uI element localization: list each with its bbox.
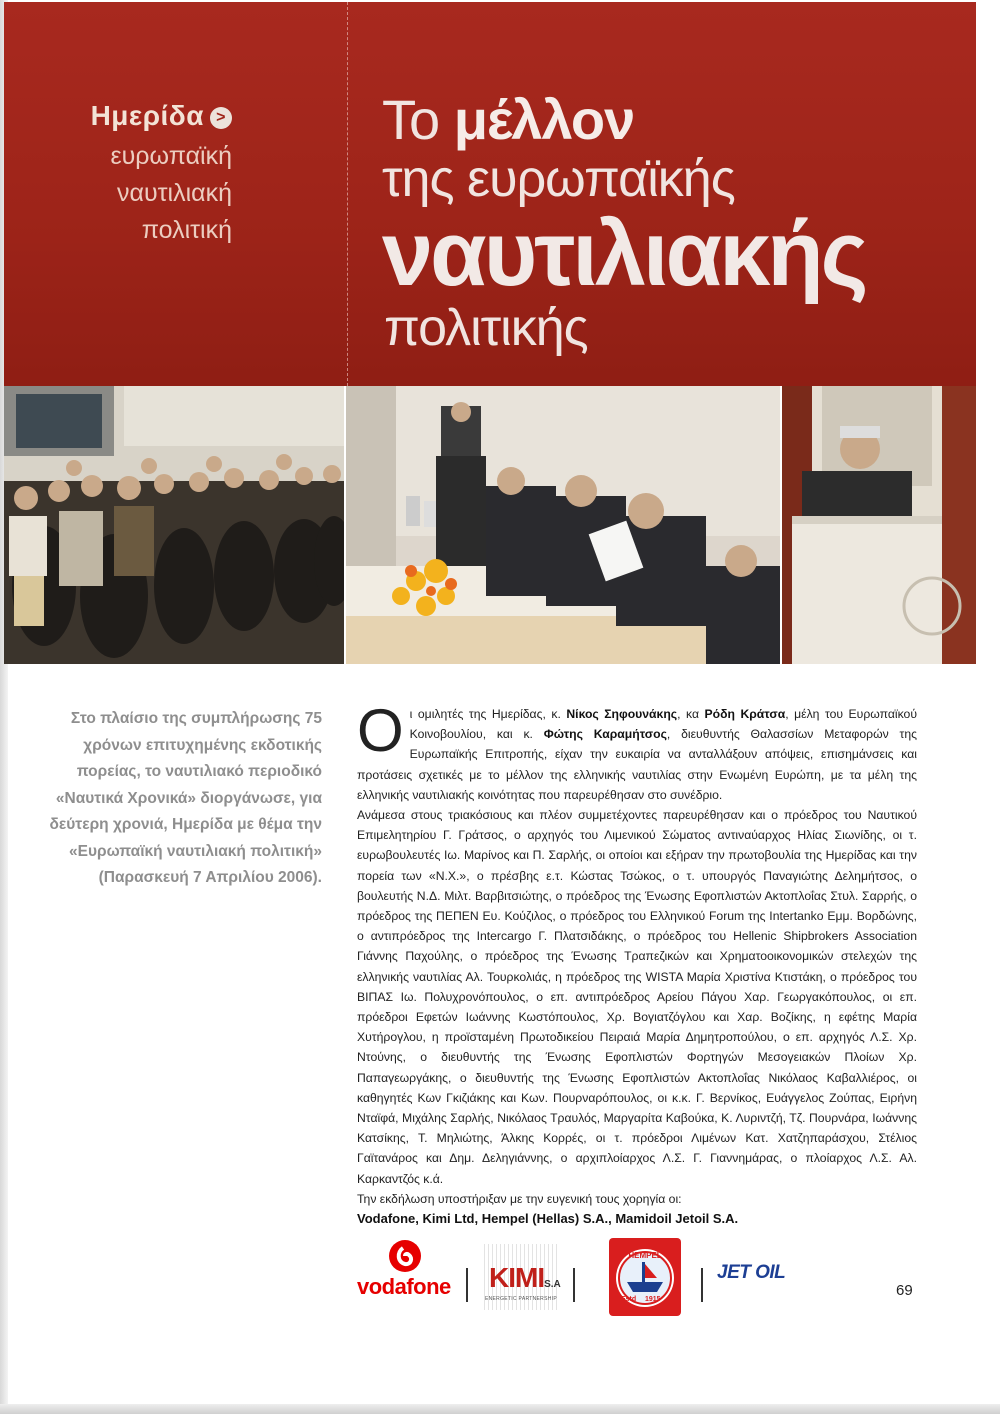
hempel-estd: Estd [621,1296,637,1303]
page-number: 69 [896,1282,913,1299]
bottom-edge [0,1404,1000,1414]
drop-cap: Ο [357,697,404,764]
article-paragraph-1 [357,697,917,805]
article-body [357,697,917,1229]
text-run: , διευθυντής Θαλασσίων Μεταφορών της Ευρωπαϊκής Επιτροπής, είχαν την ευκαιρία να ανταλλάξουν απόψεις, επισημάνσεις και προτάσεις σχετικές με το μέλλον της ελληνικής ναυτιλίας στην Ενωμένη Ευρώπη, με τα μέλη της ελληνικής ναυτιλιακής κοινότητας που παρευρέθησαν στο συνέδριο. [357,727,917,802]
vodafone-logo [355,1238,455,1322]
arrow-right-icon: > [210,107,232,129]
jetoil-logo [717,1262,817,1302]
sponsor-logos [355,1238,825,1322]
photo-audience [4,386,344,664]
text-run: ι ομιλητές της Ημερίδας, κ. [409,707,567,721]
kimi-tagline: ENERGETIC PARTNERSHIP [485,1296,557,1302]
kimi-name: KIMI [489,1262,545,1293]
kimi-suffix: S.A [544,1279,561,1290]
title-line-1 [382,90,866,150]
title-line-3: ναυτιλιακής [382,203,866,305]
title-line-4: πολιτικής [384,299,588,357]
kimi-logo [481,1244,559,1310]
kicker-line: ευρωπαϊκή [110,142,232,170]
speaker-name: Νίκος Σηφουνάκης [566,707,678,721]
title-highlight: μέλλον [453,88,635,151]
kimi-wordmark [489,1262,561,1294]
kicker-line: ναυτιλιακή [117,179,232,207]
section-kicker [4,100,232,249]
header-divider [347,2,348,386]
header-banner [4,2,976,386]
speaker-name: Ρόδη Κράτσα [704,707,786,721]
sponsors-list: Vodafone, Kimi Ltd, Hempel (Hellas) S.A., Mamidoil Jetoil S.A. [357,1211,739,1227]
article-paragraph-3: Την εκδήλωση υποστήριξαν με την ευγενική τους χορηγία οι: [357,1191,682,1206]
title-prefix: Το [382,88,454,151]
hempel-year: 1915 [645,1296,661,1303]
kicker-title: Ημερίδα [90,100,204,131]
logo-separator [701,1268,703,1302]
title-line-2: της ευρωπαϊκής [382,150,735,208]
hempel-name: HEMPEL [628,1251,662,1260]
kicker-line: πολιτική [141,216,232,244]
photo-panel [346,386,780,664]
text-run: , κα [677,707,705,721]
logo-separator [573,1268,575,1302]
intro-caption: Στο πλαίσιο της συμπλήρωσης 75 χρόνων επιτυχημένης εκδοτικής πορείας, το ναυτιλιακό περιοδικό «Ναυτικά Χρονικά» διοργάνωσε, για δεύτερη χρονιά, Ημερίδα με θέμα την «Ευρωπαϊκή ναυτιλιακή πολιτική» (Παρασκευή 7 Απριλίου 2006). [49,710,322,886]
text-run: , μέλη του Ευρωπαϊκού Κοινοβουλίου, και κ. [409,707,917,742]
article-paragraph-2: Ανάμεσα στους τριακόσιους και πλέον συμμετέχοντες παρευρέθησαν και ο πρόεδρος του Ναυτικού Επιμελητηρίου Γ. Γράτσος, ο αρχηγός του Λιμενικού Σώματος αντιναύαρχος Ηλίας Σιωνίδης, οι τ. ευρωβουλευτές Ιω. Μαρίνος και Π. Σαρλής, οι οποίοι και εξήραν την πρωτοβουλία της Ημερίδας και την πορεία των «Ν.Χ.», ο πρέσβης ε.τ. Κώστας Τσώκος, ο τ. υπουργός Παναγιώτης Δελημήτσος, ο βουλευτής Ν.Δ. Μιλτ. Βαρβιτσιώτης, ο πρόεδρος της Ένωσης Εφοπλιστών Ακτοπλοΐας Στυλ. Σαρρής, ο πρόεδρος της ΠΕΠΕΝ Ευ. Κούζιλος, ο πρόεδρος του Ελληνικού Forum της Intertanko Εμμ. Βορδώνης, ο αντιπρόεδρος της Intercargo Γ. Πλατσιδάκης, ο πρόεδρος του Hellenic Shipbrokers Association Γιάννης Παχούλης, ο πρόεδρος της Ένωσης Τραπεζικών και Χρηματοοικονομικών στελεχών της ελληνικής ναυτιλίας Αλ. Τουρκολιάς, η πρόεδρος της WISTA Μαρία Χριστίνα Κτιστάκη, ο πρόεδρος του ΒΙΠΑΣ Ιω. Πολυχρονόπουλος, ο επ. αντιπρόεδρος Αρείου Πάγου Χαρ. Γεωργακόπουλος, οι επ. πρόεδροι Εφετών Ιωάννης Κωστόπουλος, Χρ. Βογιατζόγλου και Χαρ. Βοζίκης, η εφέτης Μαρία Χυτήρογλου, η προϊσταμένη Πρωτοδικείου Πειραιά Μαρία Δημητροπούλου, ο επ. αρχηγός Λ.Σ. Χρ. Ντούνης, ο διευθυντής της Ένωσης Εφοπλιστών Φορτηγών Μεσογειακών Πλοίων Χρ. Παπαγεωργάκης, ο διευθυντής της Ένωσης Εφοπλιστών Ακτοπλοΐας Νικόλαος Καβαλλιέρος, οι καθηγητές Κων Γκιζιάκης και Κων. Πουρναρόπουλος, οι κ.κ. Γ. Βερνίκος, Ευάγγελος Ζούπας, Ειρήνη Νταϊφά, Μιχάλης Σαρλής, Νικόλαος Τραυλός, Μαργαρίτα Καβούκα, Κ. Λυριντζή, Τζ. Πουρνάρα, Ιωάννης Κατσίκης, Τ. Μηλιώτης, Άλκης Κορρές, οι τ. πρόεδροι Λιμένων Κατ. Χατζηπαράσχου, Στέλιος Γαϊτανάρος και Δημ. Δεληγιάννης, ο αρχιπλοίαρχος Λ.Σ. Γ. Γιαννημάρας, ο πλοίαρχος Λ.Σ. Αλ. Καρκαντζός κ.ά. [357,808,917,1186]
kicker-lines [4,138,232,249]
hempel-logo [609,1238,681,1316]
jetoil-wordmark: JET OIL [717,1262,786,1283]
logo-separator [466,1268,468,1302]
page-title [382,90,866,356]
speaker-name: Φώτης Καραμήτσος [543,727,667,742]
photo-speaker [782,386,976,664]
vodafone-wordmark: vodafone [357,1274,451,1299]
kicker-title-row [4,100,232,132]
